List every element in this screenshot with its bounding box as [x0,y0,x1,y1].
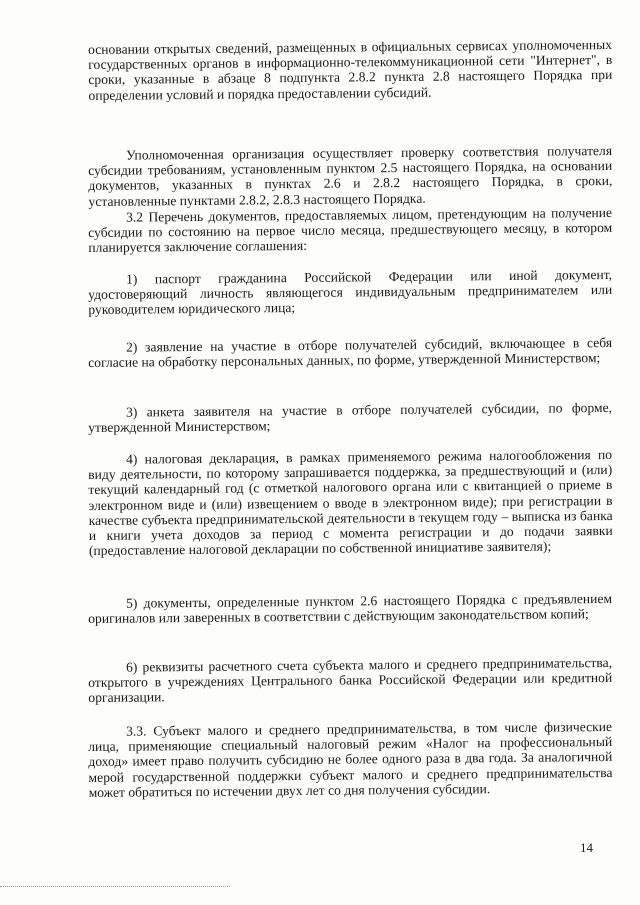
paragraph-verification: Уполномоченная организация осуществляет проверку соответствия получателя субсидии требованиям, установленным пунктом 2.5 настоящего Порядка, на основании документов, указанных в пунктах 2.6 и 2.8.2 настоящего Порядка, в сроки, установленные пунктами 2.8.2, 2.8.3 настоящего Порядка. [88,142,613,209]
scan-edge-line [0,886,230,887]
paragraph-continuation: основании открытых сведений, размещенных в официальных сервисах уполномоченных государственных органов в информационно-телекоммуникационной сети "Интернет", в сроки, указанные в абзаце 8 подпункта 2.8.2 пункта 2.8 настоящего Порядка при определении условий и порядка предоставлении субсидий. [88,36,613,103]
list-item-1: 1) паспорт гражданина Российской Федерации или иной документ, удостоверяющий личность являющегося индивидуальным предпринимателем или руководителем юридического лица; [88,266,613,318]
list-item-6: 6) реквизиты расчетного счета субъекта малого и среднего предпринимательства, открытого в учреждениях Центрального банка Российской Федерации или кредитной организации. [88,654,613,706]
paragraph-3-3: 3.3. Субъект малого и среднего предпринимательства, в том числе физические лица, применяющие специальный налоговый режим «Налог на профессиональный доход» имеет право получить субсидию не более одного раза в два года. За аналогичной мерой государственной поддержки субъект малого и среднего предпринимательства может обратиться по истечении двух лет со дня получения субсидии. [88,718,613,800]
list-item-3: 3) анкета заявителя на участие в отборе получателей субсидии, по форме, утвержденной Министерством; [88,399,613,436]
paragraph-3-2: 3.2 Перечень документов, предоставляемых лицом, претендующим на получение субсидии по состоянию на первое число месяца, предшествующего месяцу, в котором планируется заключение соглашения: [88,204,613,256]
list-item-4: 4) налоговая декларация, в рамках применяемого режима налогообложения по виду деятельности, по которому запрашивается поддержка, за предшествующий и (или) текущий календарный год (с отметкой налогового органа или с квитанцией о приеме в электронном виде и (или) извещением о вводе в электронном виде); при регистрации в качестве субъекта предпринимательской деятельности в текущем году – выписка из банка и книги учета доходов за период с момента регистрации и до подачи заявки (предоставление налоговой декларации по собственной инициативе заявителя); [88,446,613,559]
list-item-5: 5) документы, определенные пунктом 2.6 настоящего Порядка с предъявлением оригиналов или заверенных в соответствии с действующим законодательством копий; [88,590,613,627]
list-item-2: 2) заявление на участие в отборе получателей субсидий, включающее в себя согласие на обработку персональных данных, по форме, утвержденной Министерством; [88,334,613,371]
page-number: 14 [580,840,593,855]
